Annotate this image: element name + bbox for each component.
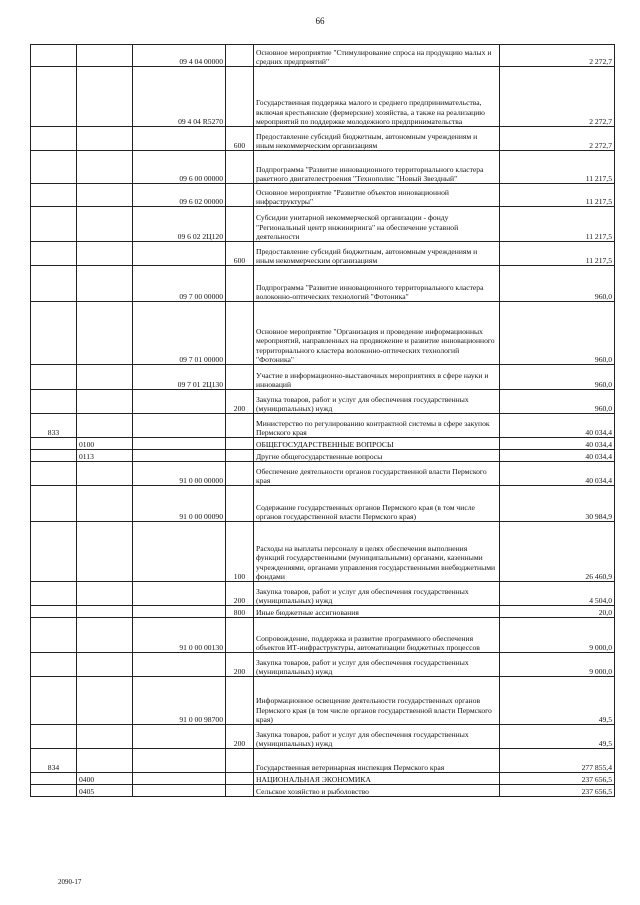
amount-cell: 9 000,0: [500, 653, 615, 677]
item-name-cell: Государственная ветеринарная инспекция Пермского края: [254, 749, 500, 773]
item-name-cell: Подпрограмма "Развитие инновационного территориального кластера волоконно-оптических технологий "Фотоника": [254, 266, 500, 302]
amount-cell: 4 504,0: [500, 582, 615, 606]
section-code-cell: 0400: [77, 773, 133, 785]
target-article-cell: [133, 725, 226, 749]
expense-type-cell: [226, 785, 254, 797]
target-article-cell: 09 4 04 R5270: [133, 67, 226, 127]
section-code-cell: [77, 606, 133, 618]
section-code-cell: [77, 582, 133, 606]
amount-cell: 11 217,5: [500, 184, 615, 207]
amount-cell: 237 656,5: [500, 785, 615, 797]
table-row: [31, 127, 615, 151]
target-article-cell: [133, 773, 226, 785]
section-code-cell: [77, 242, 133, 266]
target-article-cell: 91 0 00 00130: [133, 618, 226, 653]
section-code-cell: [77, 390, 133, 414]
section-code-cell: [77, 302, 133, 365]
table-row: [31, 207, 615, 242]
budget-table: [30, 44, 615, 797]
target-article-cell: [133, 414, 226, 438]
target-article-cell: [133, 438, 226, 450]
expense-type-cell: [226, 773, 254, 785]
section-code-cell: [77, 67, 133, 127]
section-code-cell: [77, 677, 133, 725]
admin-code-cell: 833: [31, 414, 77, 438]
admin-code-cell: [31, 302, 77, 365]
table-row: [31, 414, 615, 438]
expense-type-cell: [226, 749, 254, 773]
target-article-cell: 09 7 01 00000: [133, 302, 226, 365]
item-name-cell: Основное мероприятие "Развитие объектов инновационной инфраструктуры": [254, 184, 500, 207]
table-row: [31, 486, 615, 522]
item-name-cell: Обеспечение деятельности органов государственной власти Пермского края: [254, 462, 500, 486]
admin-code-cell: [31, 677, 77, 725]
admin-code-cell: [31, 151, 77, 184]
section-code-cell: [77, 127, 133, 151]
expense-type-cell: [226, 450, 254, 462]
admin-code-cell: 834: [31, 749, 77, 773]
admin-code-cell: [31, 242, 77, 266]
amount-cell: 30 984,9: [500, 486, 615, 522]
table-row: [31, 773, 615, 785]
section-code-cell: 0100: [77, 438, 133, 450]
table-row: [31, 653, 615, 677]
item-name-cell: Предоставление субсидий бюджетным, автономным учреждениям и иным некоммерческим организациям: [254, 242, 500, 266]
amount-cell: 960,0: [500, 266, 615, 302]
amount-cell: 40 034,4: [500, 462, 615, 486]
target-article-cell: 91 0 00 98700: [133, 677, 226, 725]
item-name-cell: Субсидии унитарной некоммерческой организации - фонду "Региональный центр инжиниринга" на обеспечение уставной деятельности: [254, 207, 500, 242]
admin-code-cell: [31, 207, 77, 242]
expense-type-cell: 600: [226, 242, 254, 266]
admin-code-cell: [31, 127, 77, 151]
target-article-cell: [133, 653, 226, 677]
admin-code-cell: [31, 438, 77, 450]
section-code-cell: [77, 184, 133, 207]
section-code-cell: [77, 414, 133, 438]
admin-code-cell: [31, 522, 77, 582]
target-article-cell: 09 7 01 2Ц130: [133, 365, 226, 390]
amount-cell: 49,5: [500, 725, 615, 749]
amount-cell: 277 855,4: [500, 749, 615, 773]
amount-cell: 237 656,5: [500, 773, 615, 785]
table-row: [31, 242, 615, 266]
amount-cell: 49,5: [500, 677, 615, 725]
table-row: [31, 749, 615, 773]
amount-cell: 40 034,4: [500, 438, 615, 450]
expense-type-cell: [226, 677, 254, 725]
item-name-cell: Сельское хозяйство и рыболовство: [254, 785, 500, 797]
table-row: [31, 390, 615, 414]
item-name-cell: Закупка товаров, работ и услуг для обеспечения государственных (муниципальных) нужд: [254, 725, 500, 749]
table-row: [31, 151, 615, 184]
expense-type-cell: [226, 486, 254, 522]
section-code-cell: [77, 365, 133, 390]
item-name-cell: Министерство по регулированию контрактной системы в сфере закупок Пермского края: [254, 414, 500, 438]
target-article-cell: [133, 390, 226, 414]
expense-type-cell: [226, 414, 254, 438]
item-name-cell: Предоставление субсидий бюджетным, автономным учреждениям и иным некоммерческим организациям: [254, 127, 500, 151]
admin-code-cell: [31, 390, 77, 414]
table-row: [31, 618, 615, 653]
expense-type-cell: [226, 302, 254, 365]
target-article-cell: 91 0 00 00090: [133, 486, 226, 522]
expense-type-cell: 100: [226, 522, 254, 582]
item-name-cell: Информационное освещение деятельности государственных органов Пермского края (в том числе органов государственной власти Пермского края): [254, 677, 500, 725]
table-row: [31, 67, 615, 127]
expense-type-cell: [226, 151, 254, 184]
target-article-cell: [133, 606, 226, 618]
expense-type-cell: [226, 266, 254, 302]
amount-cell: 11 217,5: [500, 151, 615, 184]
section-code-cell: 0113: [77, 450, 133, 462]
item-name-cell: Участие в информационно-выставочных мероприятиях в сфере науки и инноваций: [254, 365, 500, 390]
item-name-cell: Закупка товаров, работ и услуг для обеспечения государственных (муниципальных) нужд: [254, 390, 500, 414]
amount-cell: 960,0: [500, 302, 615, 365]
target-article-cell: [133, 785, 226, 797]
expense-type-cell: 200: [226, 653, 254, 677]
table-row: [31, 462, 615, 486]
section-code-cell: [77, 486, 133, 522]
table-row: [31, 522, 615, 582]
target-article-cell: [133, 522, 226, 582]
table-row: [31, 438, 615, 450]
section-code-cell: [77, 151, 133, 184]
table-row: [31, 725, 615, 749]
amount-cell: 20,0: [500, 606, 615, 618]
expense-type-cell: [226, 365, 254, 390]
section-code-cell: [77, 725, 133, 749]
admin-code-cell: [31, 67, 77, 127]
expense-type-cell: [226, 438, 254, 450]
expense-type-cell: 800: [226, 606, 254, 618]
item-name-cell: ОБЩЕГОСУДАРСТВЕННЫЕ ВОПРОСЫ: [254, 438, 500, 450]
admin-code-cell: [31, 653, 77, 677]
section-code-cell: 0405: [77, 785, 133, 797]
table-row: [31, 677, 615, 725]
item-name-cell: Закупка товаров, работ и услуг для обеспечения государственных (муниципальных) нужд: [254, 582, 500, 606]
item-name-cell: Расходы на выплаты персоналу в целях обеспечения выполнения функций государственными (муниципальными) органами, казенными учреждениями, органами управления государственными внебюджетными фондами: [254, 522, 500, 582]
admin-code-cell: [31, 45, 77, 67]
item-name-cell: Основное мероприятие "Организация и проведение информационных мероприятий, направленных на продвижение и развитие инновационного территориального кластера волоконно-оптических технологий "Фотоника": [254, 302, 500, 365]
amount-cell: 40 034,4: [500, 414, 615, 438]
table-row: [31, 450, 615, 462]
amount-cell: 11 217,5: [500, 207, 615, 242]
target-article-cell: [133, 450, 226, 462]
table-row: [31, 582, 615, 606]
section-code-cell: [77, 749, 133, 773]
item-name-cell: Сопровождение, поддержка и развитие программного обеспечения объектов ИТ-инфраструктуры, автоматизации бюджетных процессов: [254, 618, 500, 653]
amount-cell: 960,0: [500, 365, 615, 390]
amount-cell: 9 000,0: [500, 618, 615, 653]
admin-code-cell: [31, 582, 77, 606]
admin-code-cell: [31, 618, 77, 653]
target-article-cell: [133, 749, 226, 773]
amount-cell: 2 272,7: [500, 127, 615, 151]
page-number: 66: [315, 16, 325, 26]
target-article-cell: 09 4 04 00000: [133, 45, 226, 67]
expense-type-cell: [226, 207, 254, 242]
item-name-cell: НАЦИОНАЛЬНАЯ ЭКОНОМИКА: [254, 773, 500, 785]
section-code-cell: [77, 207, 133, 242]
admin-code-cell: [31, 184, 77, 207]
section-code-cell: [77, 618, 133, 653]
expense-type-cell: 200: [226, 582, 254, 606]
section-code-cell: [77, 522, 133, 582]
table-row: [31, 606, 615, 618]
item-name-cell: Основное мероприятие "Стимулирование спроса на продукцию малых и средних предприятий": [254, 45, 500, 67]
target-article-cell: 09 6 02 00000: [133, 184, 226, 207]
target-article-cell: 09 7 00 00000: [133, 266, 226, 302]
amount-cell: 2 272,7: [500, 67, 615, 127]
admin-code-cell: [31, 450, 77, 462]
target-article-cell: 09 6 02 2Ц120: [133, 207, 226, 242]
admin-code-cell: [31, 785, 77, 797]
amount-cell: 960,0: [500, 390, 615, 414]
admin-code-cell: [31, 365, 77, 390]
expense-type-cell: [226, 45, 254, 67]
expense-type-cell: 600: [226, 127, 254, 151]
expense-type-cell: [226, 184, 254, 207]
table-row: [31, 266, 615, 302]
section-code-cell: [77, 266, 133, 302]
item-name-cell: Подпрограмма "Развитие инновационного территориального кластера ракетного двигателестроения "Технополис "Новый Звездный": [254, 151, 500, 184]
amount-cell: 40 034,4: [500, 450, 615, 462]
expense-type-cell: 200: [226, 725, 254, 749]
admin-code-cell: [31, 462, 77, 486]
budget-table-body: [31, 45, 615, 797]
document-code: 2090-17: [58, 878, 82, 886]
item-name-cell: Содержание государственных органов Пермского края (в том числе органов государственной власти Пермского края): [254, 486, 500, 522]
item-name-cell: Закупка товаров, работ и услуг для обеспечения государственных (муниципальных) нужд: [254, 653, 500, 677]
amount-cell: 2 272,7: [500, 45, 615, 67]
amount-cell: 11 217,5: [500, 242, 615, 266]
section-code-cell: [77, 653, 133, 677]
target-article-cell: [133, 242, 226, 266]
item-name-cell: Государственная поддержка малого и среднего предпринимательства, включая крестьянские (фермерские) хозяйства, а также на реализацию мероприятий по поддержке молодежного предпринимательства: [254, 67, 500, 127]
expense-type-cell: [226, 618, 254, 653]
target-article-cell: 91 0 00 00000: [133, 462, 226, 486]
table-row: [31, 785, 615, 797]
admin-code-cell: [31, 266, 77, 302]
target-article-cell: 09 6 00 00000: [133, 151, 226, 184]
section-code-cell: [77, 45, 133, 67]
admin-code-cell: [31, 486, 77, 522]
table-row: [31, 365, 615, 390]
amount-cell: 26 460,9: [500, 522, 615, 582]
expense-type-cell: [226, 67, 254, 127]
table-row: [31, 184, 615, 207]
expense-type-cell: 200: [226, 390, 254, 414]
table-row: [31, 302, 615, 365]
admin-code-cell: [31, 606, 77, 618]
item-name-cell: Другие общегосударственные вопросы: [254, 450, 500, 462]
target-article-cell: [133, 582, 226, 606]
table-row: [31, 45, 615, 67]
expense-type-cell: [226, 462, 254, 486]
section-code-cell: [77, 462, 133, 486]
admin-code-cell: [31, 773, 77, 785]
item-name-cell: Иные бюджетные ассигнования: [254, 606, 500, 618]
target-article-cell: [133, 127, 226, 151]
admin-code-cell: [31, 725, 77, 749]
